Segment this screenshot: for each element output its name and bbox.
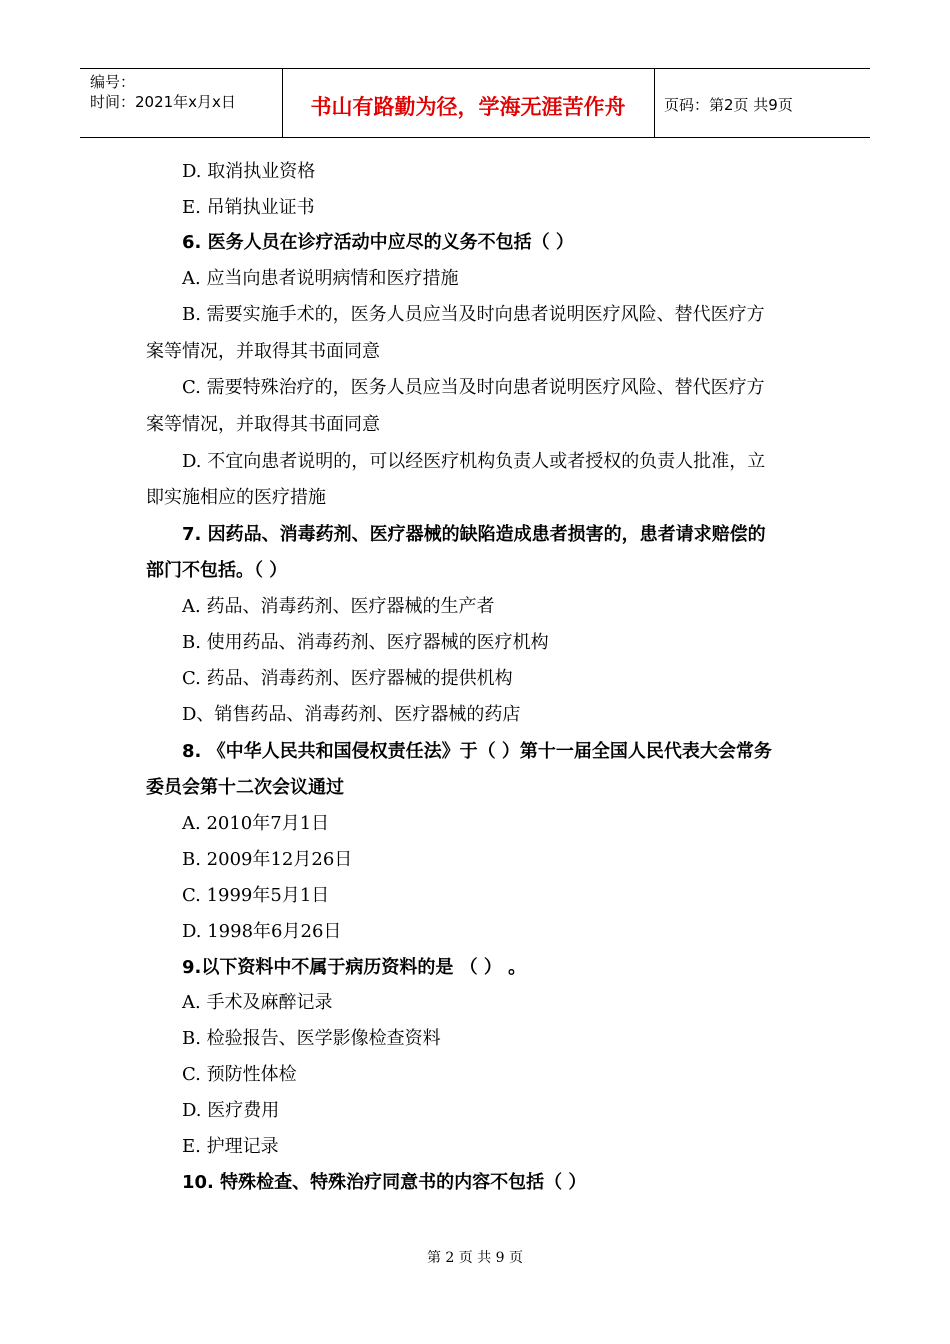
time-label: 时间：2021年x月x日	[90, 93, 236, 111]
number-label: 编号：	[90, 73, 136, 91]
option-line: C. 需要特殊治疗的，医务人员应当及时向患者说明医疗风险、替代医疗方	[182, 377, 765, 398]
option-line: A. 2010年7月1日	[182, 813, 330, 834]
option-continuation: 即实施相应的医疗措施	[146, 487, 326, 508]
option-line: A. 药品、消毒药剂、医疗器械的生产者	[182, 596, 495, 617]
option-line: D、销售药品、消毒药剂、医疗器械的药店	[182, 704, 521, 725]
question-continuation: 委员会第十二次会议通过	[146, 777, 344, 798]
option-line: C. 1999年5月1日	[182, 885, 330, 906]
option-line: C. 药品、消毒药剂、医疗器械的提供机构	[182, 668, 513, 689]
question-line: 6. 医务人员在诊疗活动中应尽的义务不包括（ ）	[182, 232, 574, 253]
option-line: D. 医疗费用	[182, 1100, 280, 1121]
page-header	[80, 68, 870, 138]
page-label: 页码：第2页 共9页	[664, 96, 793, 114]
option-continuation: 案等情况，并取得其书面同意	[146, 414, 380, 435]
option-line: E. 吊销执业证书	[182, 197, 315, 218]
option-line: D. 取消执业资格	[182, 161, 316, 182]
option-continuation: 案等情况，并取得其书面同意	[146, 341, 380, 362]
option-line: C. 预防性体检	[182, 1064, 297, 1085]
header-motto-cell	[282, 69, 655, 137]
option-line: B. 2009年12月26日	[182, 849, 353, 870]
option-line: A. 应当向患者说明病情和医疗措施	[182, 268, 459, 289]
option-line: B. 需要实施手术的，医务人员应当及时向患者说明医疗风险、替代医疗方	[182, 304, 765, 325]
question-line: 7. 因药品、消毒药剂、医疗器械的缺陷造成患者损害的，患者请求赔偿的	[182, 524, 766, 545]
page-footer: 第 2 页 共 9 页	[426, 1250, 524, 1266]
question-continuation: 部门不包括。（ ）	[146, 560, 288, 581]
option-line: B. 检验报告、医学影像检查资料	[182, 1028, 441, 1049]
option-line: D. 不宜向患者说明的，可以经医疗机构负责人或者授权的负责人批准，立	[182, 451, 766, 472]
header-info-cell	[80, 69, 283, 137]
question-line: 8. 《中华人民共和国侵权责任法》于（ ）第十一届全国人民代表大会常务	[182, 741, 772, 762]
question-line: 9.以下资料中不属于病历资料的是 （ ） 。	[182, 957, 527, 978]
question-line: 10. 特殊检查、特殊治疗同意书的内容不包括（ ）	[182, 1172, 587, 1193]
motto: 书山有路勤为径，学海无涯苦作舟	[310, 95, 626, 119]
option-line: A. 手术及麻醉记录	[182, 992, 333, 1013]
option-line: D. 1998年6月26日	[182, 921, 342, 942]
option-line: E. 护理记录	[182, 1136, 279, 1157]
option-line: B. 使用药品、消毒药剂、医疗器械的医疗机构	[182, 632, 549, 653]
